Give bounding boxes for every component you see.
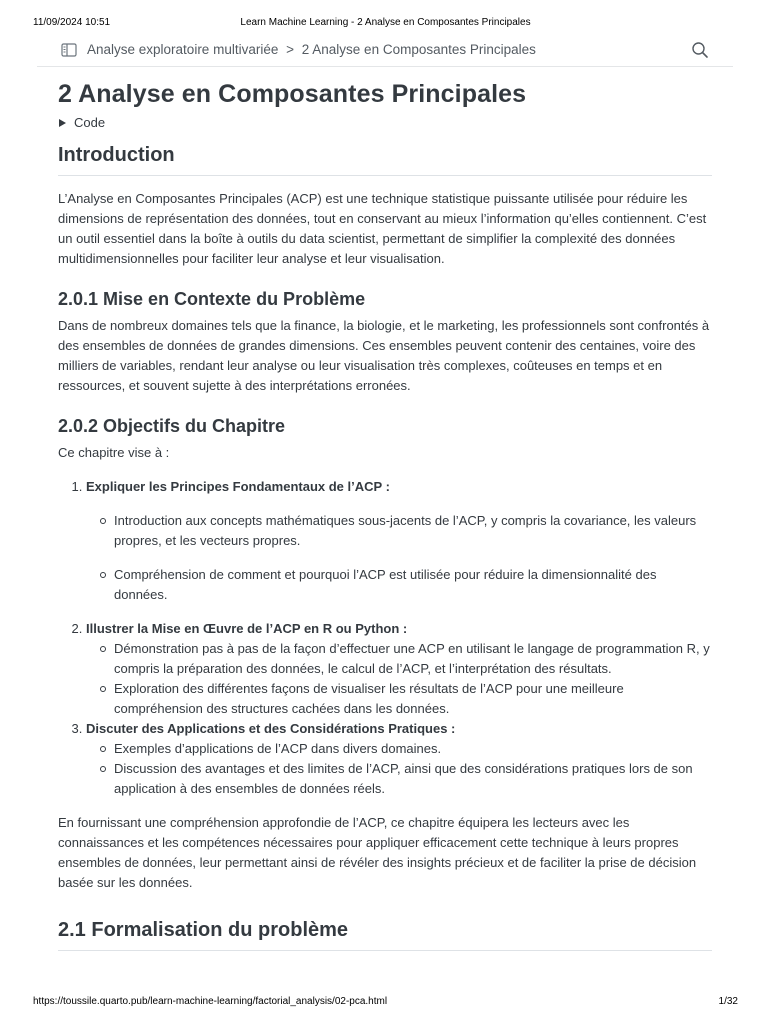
- objectives-heading: 2.0.2 Objectifs du Chapitre: [58, 416, 286, 436]
- list-item-title: Discuter des Applications et des Considérations Pratiques :: [86, 721, 456, 736]
- sidebar-toggle-icon[interactable]: [61, 42, 77, 58]
- breadcrumb-current[interactable]: 2 Analyse en Composantes Principales: [301, 42, 536, 57]
- list-item: Discussion des avantages et des limites de l’ACP, ainsi que des considérations pratiques lors de son application à des ensembles de données réels.: [114, 759, 712, 799]
- disclosure-triangle-icon: [59, 119, 66, 127]
- formalisation-heading: 2.1 Formalisation du problème: [58, 919, 712, 951]
- code-toggle[interactable]: [58, 115, 712, 130]
- list-item: [86, 719, 712, 799]
- sub-list: [86, 511, 712, 605]
- sub-list: [86, 739, 712, 799]
- print-page-number: 1/32: [718, 996, 738, 1007]
- introduction-heading: Introduction: [58, 144, 712, 176]
- main-content: [58, 70, 712, 951]
- print-url: https://toussile.quarto.pub/learn-machine-learning/factorial_analysis/02-pca.html: [33, 996, 388, 1007]
- list-item: Exploration des différentes façons de visualiser les résultats de l’ACP pour une meilleure compréhension des structures cachées dans les données.: [114, 679, 712, 719]
- context-heading: 2.0.1 Mise en Contexte du Problème: [58, 289, 366, 309]
- print-header: [33, 17, 738, 31]
- page-title: 2 Analyse en Composantes Principales: [58, 80, 527, 108]
- list-item: Introduction aux concepts mathématiques sous-jacents de l’ACP, y compris la covariance, les valeurs propres, et les vecteurs propres.: [114, 511, 712, 551]
- code-toggle-label: Code: [74, 115, 106, 130]
- list-item-title: Illustrer la Mise en Œuvre de l’ACP en R ou Python :: [86, 621, 408, 636]
- context-text: Dans de nombreux domaines tels que la finance, la biologie, et le marketing, les professionnels sont confrontés à des ensembles de données de grandes dimensions. Ces ensembles peuvent contenir des centaines, voire des milliers de variables, rendant leur analyse ou leur visualisation très complexes, coûteuses en temps et en ressources, et souvent sujette à des interprétations erronées.: [58, 318, 710, 393]
- objectives-list: [58, 477, 712, 799]
- breadcrumb-separator: >: [286, 42, 294, 57]
- breadcrumb-parent[interactable]: Analyse exploratoire multivariée: [87, 42, 279, 57]
- objectives-closing: En fournissant une compréhension approfondie de l’ACP, ce chapitre équipera les lecteurs avec les connaissances et les compétences nécessaires pour appliquer efficacement cette technique à leurs propres ensembles de données, leur permettant ainsi de révéler des insights précieux et de faciliter la prise de décision basée sur les données.: [58, 815, 697, 890]
- breadcrumb: [87, 42, 536, 57]
- print-doc-title: Learn Machine Learning - 2 Analyse en Composantes Principales: [240, 17, 531, 28]
- print-datetime: 11/09/2024 10:51: [33, 17, 111, 28]
- list-item: Compréhension de comment et pourquoi l’ACP est utilisée pour réduire la dimensionnalité des données.: [114, 565, 712, 605]
- list-item-title: Expliquer les Principes Fondamentaux de l’ACP :: [86, 479, 390, 494]
- list-item: Exemples d’applications de l’ACP dans divers domaines.: [114, 739, 712, 759]
- top-navbar: [37, 36, 733, 67]
- print-footer: [33, 996, 738, 1010]
- list-item: Démonstration pas à pas de la façon d’effectuer une ACP en utilisant le langage de programmation R, y compris la préparation des données, le calcul de l’ACP, et l’interprétation des résultats.: [114, 639, 712, 679]
- list-item: [86, 619, 712, 719]
- introduction-text: L’Analyse en Composantes Principales (ACP) est une technique statistique puissante utilisée pour réduire les dimensions de représentation des données, tout en conservant au mieux l’information qu’elles contiennent. C’est un outil essentiel dans la boîte à outils du data scientist, permettant de simplifier la complexité des données multidimensionnelles pour faciliter leur analyse et leur visualisation.: [58, 191, 707, 266]
- objectives-intro: Ce chapitre vise à :: [58, 445, 170, 460]
- sub-list: [86, 639, 712, 719]
- list-item: [86, 477, 712, 605]
- search-icon[interactable]: [691, 41, 709, 59]
